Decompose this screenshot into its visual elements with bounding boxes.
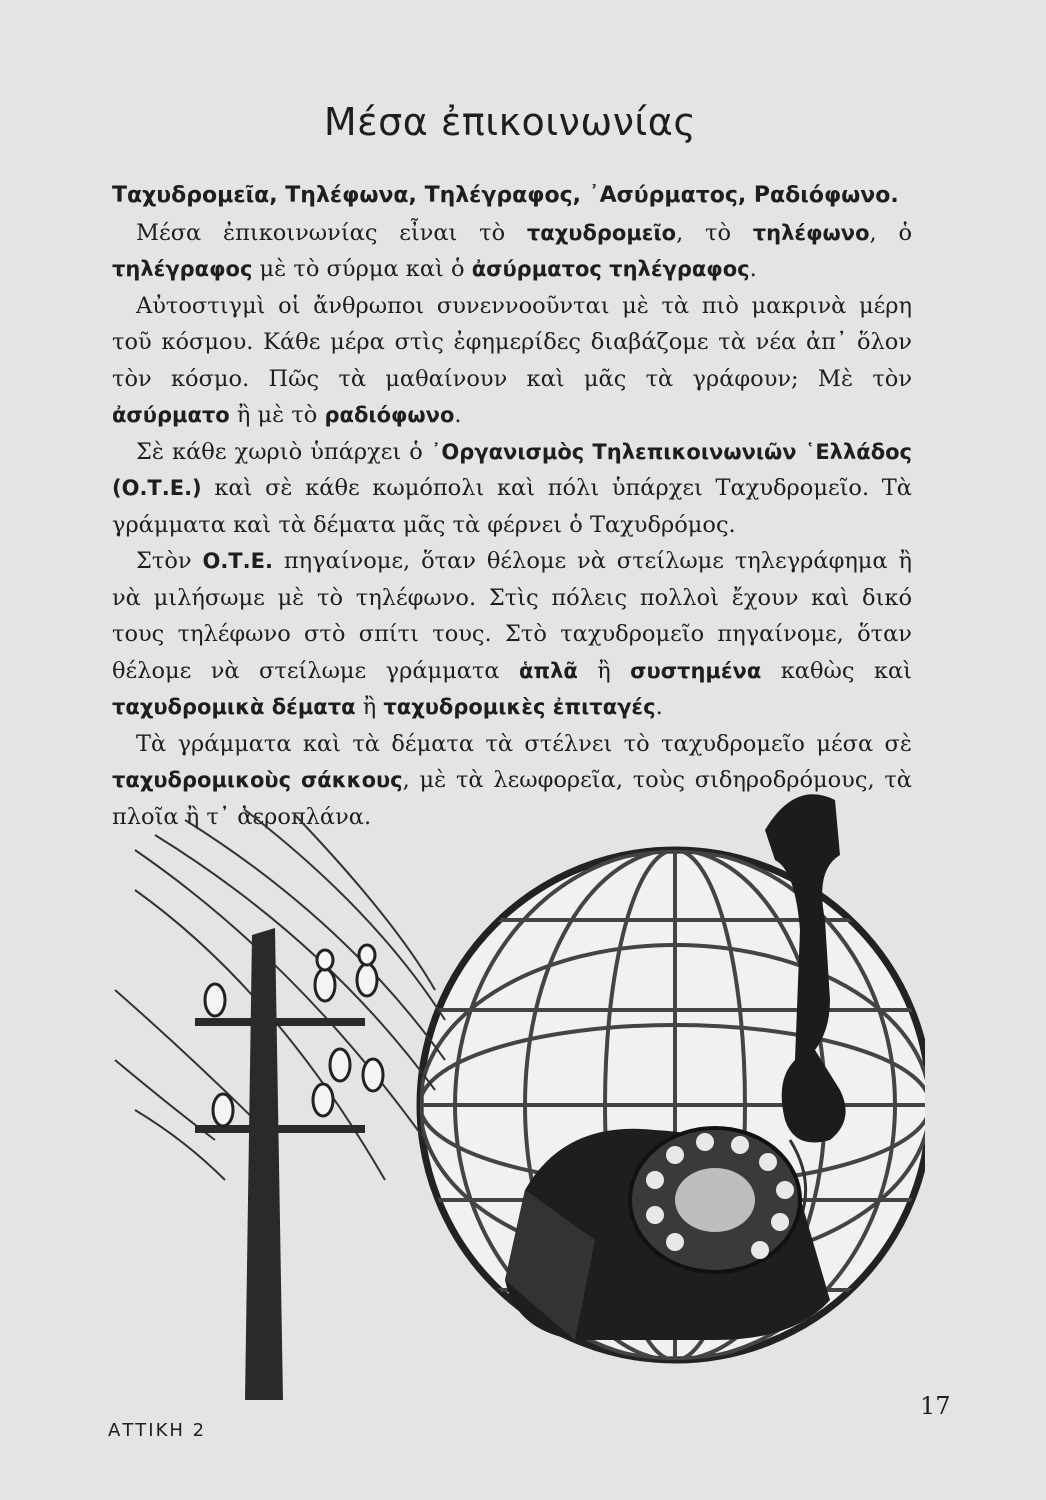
communications-illustration [95, 760, 925, 1400]
printer-signature: ΑΤΤΙΚΗ 2 [108, 1420, 207, 1441]
telegraph-pole [195, 928, 383, 1400]
paragraph-2: Αὐτοστιγμὶ οἱ ἄνθρωποι συνεννοοῦνται μὲ τὰ πιὸ μακρινὰ μέρη τοῦ κόσμου. Κάθε μέρα στὶς ἐφημερίδες διαβάζομε τὰ νέα ἀπ᾿ ὅλον τὸν κόσμο. Πῶς τὰ μαθαίνουν καὶ μᾶς τὰ γράφουν; Μὲ τὸν ἀσύρματο ἢ μὲ τὸ ραδιόφωνο. [112, 292, 912, 428]
lesson-text [112, 178, 912, 835]
term-money-orders: ταχυδρομικὲς ἐπιταγές [383, 695, 656, 719]
term-mail-sacks: ταχυδρομικοὺς σάκκους [112, 768, 403, 792]
term-ote-short: Ο.Τ.Ε. [202, 549, 273, 573]
page-title: Μέσα ἐπικοινωνίας [323, 100, 697, 144]
telegraph-wires [115, 810, 445, 1180]
telephone-base [505, 1128, 830, 1340]
lesson-subtitle: Ταχυδρομεῖα, Τηλέφωνα, Τηλέγραφος, ᾿Ασύρματος, Ραδιόφωνο. [112, 183, 899, 208]
term-parcels: ταχυδρομικὰ δέματα [112, 695, 356, 719]
term-telephone: τηλέφωνο [752, 220, 870, 245]
page-number: 17 [920, 1392, 951, 1420]
paragraph-5: Τὰ γράμματα καὶ τὰ δέματα τὰ στέλνει τὸ ταχυδρομεῖο μέσα σὲ ταχυδρομικοὺς σάκκους, μὲ τὰ λεωφορεῖα, τοὺς σιδηροδρόμους, τὰ πλοῖα ἢ τ᾿ ἀεροπλάνα. [112, 730, 912, 830]
paragraph-3: Σὲ κάθε χωριὸ ὑπάρχει ὁ ᾿Οργανισμὸς Τηλεπικοινωνιῶν ῾Ελλάδος (Ο.Τ.Ε.) καὶ σὲ κάθε κωμόπολι καὶ πόλι ὑπάρχει Ταχυδρομεῖο. Τὰ γράμματα καὶ τὰ δέματα μᾶς τὰ φέρνει ὁ Ταχυδρόμος. [112, 438, 912, 538]
term-radio: ραδιόφωνο [324, 403, 455, 427]
term-wireless: ἀσύρματο [112, 403, 230, 427]
term-ote: ᾿Οργανισμὸς Τηλεπικοινωνιῶν ῾Ελλάδος (Ο.Τ.Ε.) [112, 439, 912, 500]
paragraph-4: Στὸν Ο.Τ.Ε. πηγαίνομε, ὅταν θέλομε νὰ στείλωμε τηλεγράφημα ἢ νὰ μιλήσωμε μὲ τὸ τηλέφωνο. Στὶς πόλεις πολλοὶ ἔχουν καὶ δικό τους τηλέφωνο στὸ σπίτι τους. Στὸ ταχυδρομεῖο πηγαίνομε, ὅταν θέλομε νὰ στείλωμε γράμματα ἁπλᾶ ἢ συστημένα καθὼς καὶ ταχυδρομικὰ δέματα ἢ ταχυδρομικὲς ἐπιταγές. [112, 548, 912, 720]
term-simple-letters: ἁπλᾶ [519, 658, 578, 683]
term-wireless-telegraph: ἀσύρματος τηλέγραφος [471, 257, 750, 281]
term-telegraph: τηλέγραφος [112, 257, 253, 281]
term-registered: συστημένα [630, 658, 762, 683]
paragraph-1: Μέσα ἐπικοινωνίας εἶναι τὸ ταχυδρομεῖο, τὸ τηλέφωνο, ὁ τηλέγραφος μὲ τὸ σύρμα καὶ ὁ ἀσύρματος τηλέγραφος. [112, 219, 912, 282]
term-post-office: ταχυδρομεῖο [526, 220, 677, 245]
